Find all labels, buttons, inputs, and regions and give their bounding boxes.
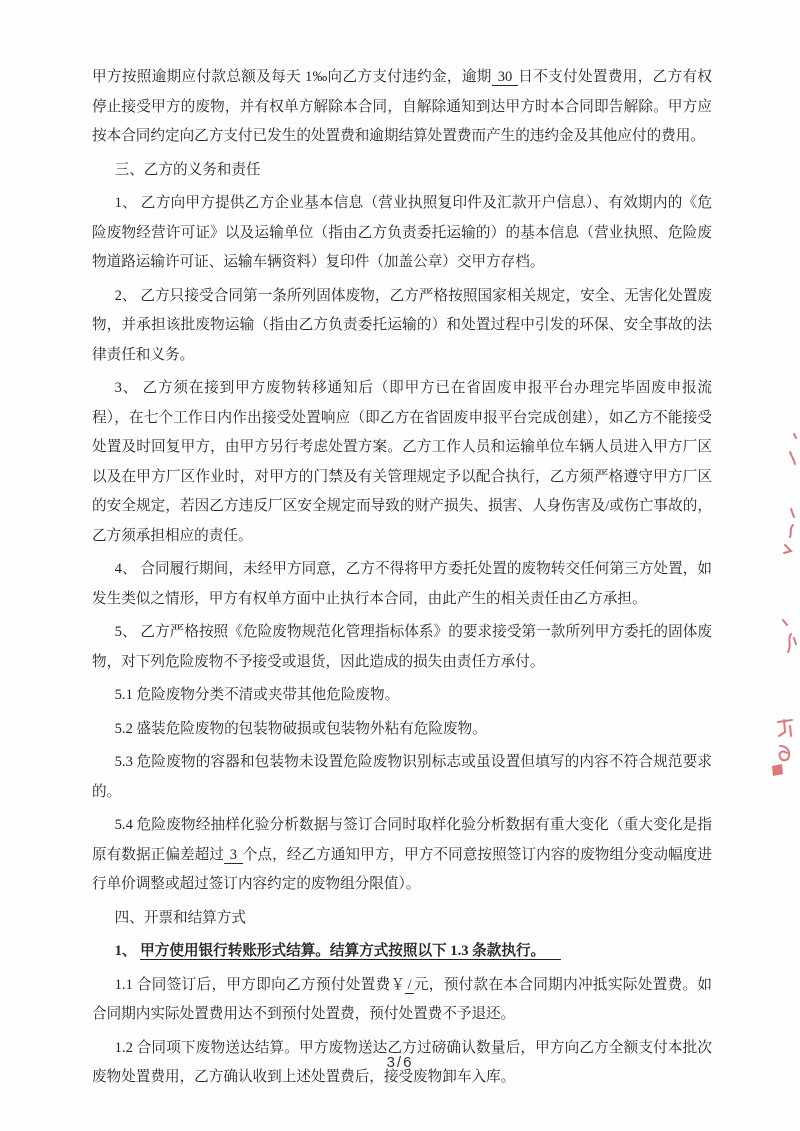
clause-overdue-post: 日不支付处置费用，乙方有权停止接受甲方的废物，并有权单方解除本合同，自解除通知到达甲方时本合同即告解除。甲方应按本合同约定向乙方支付已发生的处置费和逾期结算处置费而产生的违约金及其他应付的费用。 [92,69,712,144]
section4-item1-settlement [92,937,712,967]
section3-item5-3: 5.3 危险废物的容器和包装物未设置危险废物识别标志或虽设置但填写的内容不符合规范要求的。 [92,754,712,800]
item1-1-post: 元，预付款在本合同期内冲抵实际处置费。如合同期内实际处置费用达不到预付处置费，预付处置费不予退还。 [92,976,712,1022]
deviation-points-blank: 3 [226,846,241,863]
section3-item3: 3、 乙方须在接到甲方废物转移通知后（即甲方已在省固废申报平台办理完毕固废申报流程），在七个工作日内作出接受处置响应（即乙方在省固废申报平台完成创建），如乙方不能接受处置及时回复甲方，由甲方另行考虑处置方案。乙方工作人员和运输单位车辆人员进入甲方厂区以及在甲方厂区作业时，对甲方的门禁及有关管理规定予以配合执行，乙方须严格遵守甲方厂区的安全规定，若因乙方违反厂区安全规定而导致的财产损失、损害、人身伤害及/或伤亡事故的，乙方须承担相应的责任。 [92,380,712,544]
section3-item5-4 [92,811,712,900]
contract-body [92,63,712,1097]
section3-item2: 2、 乙方只接受合同第一条所列固体废物，乙方严格按照国家相关规定，安全、无害化处置废物，并承担该批废物运输（指由乙方负责委托运输的）和处置过程中引发的环保、安全事故的法律责任和义务。 [92,287,712,363]
section3-item5-1: 5.1 危险废物分类不清或夹带其他危险废物。 [114,687,400,703]
section3-heading: 三、乙方的义务和责任 [114,161,261,178]
red-stamp-fragment-icon [783,426,799,470]
item1-underlined-text: 甲方使用银行转账形式结算。结算方式按照以下 1.3 条款执行。 [140,943,561,960]
clause-overdue-pre: 甲方按照逾期应付款总额及每天 1‰向乙方支付违约金，逾期 [92,69,492,85]
section4-heading: 四、开票和结算方式 [114,909,246,926]
red-stamp-fragment-icon [779,505,799,557]
prepay-amount-blank: / [407,976,412,993]
section3-item4: 4、 合同履行期间，未经甲方同意，乙方不得将甲方委托处置的废物转交任何第三方处置，如发生类似之情形，甲方有权单方面中止执行本合同，由此产生的相关责任由乙方承担。 [92,561,712,607]
item1-number: 1、 [114,943,141,959]
clause-overdue-penalty [92,63,712,152]
red-stamp-fragment-icon [774,614,798,662]
section3-item5: 5、 乙方严格按照《危险废物规范化管理指标体系》的要求接受第一款所列甲方委托的固体废物，对下列危险废物不予接受或退货，因此造成的损失由责任方承付。 [92,624,712,670]
overdue-days-blank: 30 [493,69,517,85]
section4-item1-1 [92,971,712,1030]
item5-4-post: 个点，经乙方通知甲方，甲方不同意按照签订内容的废物组分变动幅度进行单价调整或超过签订内容约定的废物组分限值）。 [92,846,712,892]
red-stamp-fragment-icon [768,716,798,782]
item5-4-pre: 5.4 危险废物经抽样化验分析数据与签订合同时取样化验分析数据有重大变化（重大变化是指原有数据正偏差超过 [92,817,712,863]
section3-item1: 1、 乙方向甲方提供乙方企业基本信息（营业执照复印件及汇款开户信息）、有效期内的《危险废物经营许可证》以及运输单位（指由乙方负责委托运输的）的基本信息（营业执照、危险废物道路运输许可证、运输车辆资料）复印件（加盖公章）交甲方存档。 [92,195,712,270]
section3-item5-2: 5.2 盛装危险废物的包装物破损或包装物外粘有危险废物。 [114,720,487,737]
item1-1-pre: 1.1 合同签订后，甲方即向乙方预付处置费￥ [114,976,406,993]
page-number: 3/6 [386,1054,414,1071]
section4-item1-2: 1.2 合同项下废物送达结算。甲方废物送达乙方过磅确认数量后，甲方向乙方全额支付本批次废物处置费用，乙方确认收到上述处置费后，接受废物卸车入库。 [92,1039,712,1085]
